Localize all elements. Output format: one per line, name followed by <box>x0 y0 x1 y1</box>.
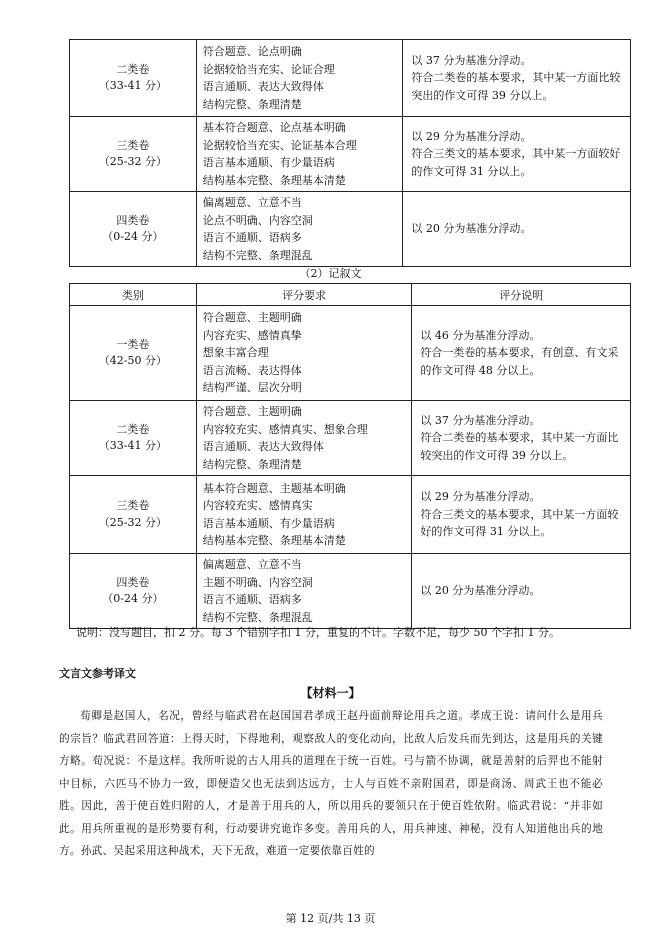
requirement-line: 结构基本完整、条理基本清楚 <box>202 173 346 187</box>
explanation-line: 以 37 分为基准分浮动。 <box>420 413 541 427</box>
requirement-line: 主题不明确、内容空洞 <box>202 575 313 589</box>
grade-name: 二类卷 <box>116 422 150 436</box>
requirement-line: 语言流畅、表达得体 <box>202 363 302 377</box>
grade-name: 二类卷 <box>116 62 150 76</box>
grade-cell <box>70 117 197 192</box>
requirement-line: 结构不完整、条理混乱 <box>202 610 313 624</box>
grade-range: （25-32 分） <box>98 155 167 168</box>
requirement-cell <box>196 306 412 401</box>
explanation-cell <box>403 117 631 192</box>
explanation-cell <box>412 476 631 554</box>
requirement-cell <box>196 476 412 554</box>
requirement-cell <box>196 117 403 192</box>
requirement-line: 结构严谨、层次分明 <box>202 381 302 395</box>
requirement-line: 结构基本完整、条理基本清楚 <box>202 534 346 547</box>
explanation-line: 符合三类文的基本要求，其中某一方面较好的作文可得 31 分以上。 <box>411 147 621 178</box>
requirement-line: 偏离题意、立意不当 <box>202 558 302 571</box>
grade-cell <box>70 554 197 629</box>
grade-range: （33-41 分） <box>98 439 167 452</box>
grade-range: （33-41 分） <box>98 79 167 92</box>
requirement-line: 论据较恰当充实、论证基本合理 <box>202 138 357 152</box>
requirement-line: 基本符合题意、主题基本明确 <box>202 481 346 495</box>
requirement-cell <box>196 40 403 117</box>
explanation-line: 符合一类卷的基本要求，有创意、有文采的作文可得 48 分以上。 <box>420 346 619 377</box>
grade-cell <box>70 476 197 554</box>
requirement-line: 内容较充实、感情真实 <box>202 499 313 512</box>
explanation-line: 以 20 分为基准分浮动。 <box>411 222 532 236</box>
grade-cell <box>70 40 197 117</box>
table-row <box>70 306 631 401</box>
requirement-line: 语言不通顺、语病多 <box>202 231 302 244</box>
requirement-line: 结构完整、条理清楚 <box>202 97 302 111</box>
narrative-table-caption: （2）记叙文 <box>299 267 362 280</box>
requirement-line: 符合题意、主题明确 <box>202 311 302 325</box>
requirement-line: 语言通顺、表达大致得体 <box>202 440 324 453</box>
explanation-cell <box>403 40 631 117</box>
requirement-cell <box>196 401 412 476</box>
translation-paragraph: 荀卿是赵国人，名况，曾经与临武君在赵国国君孝成王赵丹面前辩论用兵之道。孝成王说：请问什么是用兵的宗旨？临武君回答道：上得天时，下得地利，观察敌人的变化动向，比敌人后发兵而先到达，这是用兵的关键方略。荀况说：不是这样。我所听说的古人用兵的道理在于统一百姓。弓与箭不协调，就是善射的后羿也不能射中目标，六匹马不协力一致，即便造父也无法到达远方，士人与百姓不亲附国君，即是商汤、周武王也不能必胜。因此，善于使百姓归附的人，才是善于用兵的人，所以用兵的要领只在于使百姓依附。临武君说：“并非如此。用兵所重视的是形势要有利，行动要讲究诡诈多变。善用兵的人，用兵神速、神秘，没有人知道他出兵的地方。孙武、吴起采用这种战术，天下无敌，难道一定要依靠百姓的 <box>59 710 603 857</box>
page-footer: 第 12 页/共 13 页 <box>285 912 376 925</box>
table-row <box>70 40 631 117</box>
requirement-line: 结构不完整、条理混乱 <box>202 248 313 262</box>
header-requirement: 评分要求 <box>196 284 412 306</box>
grade-name: 三类卷 <box>116 499 150 512</box>
grade-range: （25-32 分） <box>98 515 167 529</box>
material-title: 【材料一】 <box>300 686 361 700</box>
table-row <box>70 192 631 267</box>
header-category: 类别 <box>70 284 197 306</box>
explanation-line: 符合三类文的基本要求，其中某一方面较好的作文可得 31 分以上。 <box>420 507 619 539</box>
requirement-line: 论点不明确、内容空洞 <box>202 213 313 227</box>
grade-cell <box>70 401 197 476</box>
explanation-cell <box>412 401 631 476</box>
essay-score-table-narrative <box>69 283 631 629</box>
requirement-line: 语言基本通顺、有少量语病 <box>202 156 335 169</box>
requirement-line: 语言基本通顺、有少量语病 <box>202 516 335 530</box>
grade-range: （0-24 分） <box>102 230 164 243</box>
explanation-cell <box>412 306 631 401</box>
explanation-line: 符合二类卷的基本要求，其中某一方面比较突出的作文可得 39 分以上。 <box>411 71 621 102</box>
table-row <box>70 554 631 629</box>
table-row <box>70 401 631 476</box>
grade-name: 四类卷 <box>116 213 150 227</box>
explanation-line: 以 46 分为基准分浮动。 <box>420 328 541 342</box>
requirement-line: 语言通顺、表达大致得体 <box>202 80 324 93</box>
requirement-line: 语言不通顺、语病多 <box>202 593 302 606</box>
explanation-line: 以 20 分为基准分浮动。 <box>420 584 541 598</box>
essay-score-table-argumentative <box>69 39 631 267</box>
requirement-line: 基本符合题意、论点基本明确 <box>202 121 346 134</box>
explanation-line: 符合二类卷的基本要求，其中某一方面比较突出的作文可得 39 分以上。 <box>420 431 619 462</box>
grade-range: （42-50 分） <box>98 354 167 367</box>
explanation-cell <box>412 554 631 629</box>
requirement-line: 符合题意、论点明确 <box>202 45 302 58</box>
explanation-line: 以 29 分为基准分浮动。 <box>420 490 541 504</box>
explanation-line: 以 37 分为基准分浮动。 <box>411 53 532 67</box>
requirement-line: 想象丰富合理 <box>202 346 269 360</box>
requirement-line: 内容充实、感情真挚 <box>202 328 302 342</box>
table-header-row <box>70 284 631 306</box>
explanation-cell <box>403 192 631 267</box>
requirement-line: 符合题意、主题明确 <box>202 405 302 418</box>
requirement-line: 偏离题意、立意不当 <box>202 196 302 209</box>
grade-name: 一类卷 <box>116 337 150 351</box>
grade-cell <box>70 192 197 267</box>
requirement-cell <box>196 192 403 267</box>
scoring-note: 说明：没写题目，扣 2 分。每 3 个错别字扣 1 分，重复的不计。字数不足，每少 50 个字扣 1 分。 <box>76 626 560 639</box>
explanation-line: 以 29 分为基准分浮动。 <box>411 129 532 143</box>
requirement-line: 论据较恰当充实、论证合理 <box>202 62 335 76</box>
grade-range: （0-24 分） <box>102 592 164 605</box>
requirement-line: 内容较充实、感情真实、想象合理 <box>202 422 368 436</box>
header-explanation: 评分说明 <box>412 284 631 306</box>
requirement-cell <box>196 554 412 629</box>
grade-cell <box>70 306 197 401</box>
grade-name: 三类卷 <box>116 138 150 152</box>
section-title: 文言文参考译文 <box>59 667 136 680</box>
requirement-line: 结构完整、条理清楚 <box>202 457 302 471</box>
table-row <box>70 476 631 554</box>
grade-name: 四类卷 <box>116 575 150 589</box>
table-row <box>70 117 631 192</box>
